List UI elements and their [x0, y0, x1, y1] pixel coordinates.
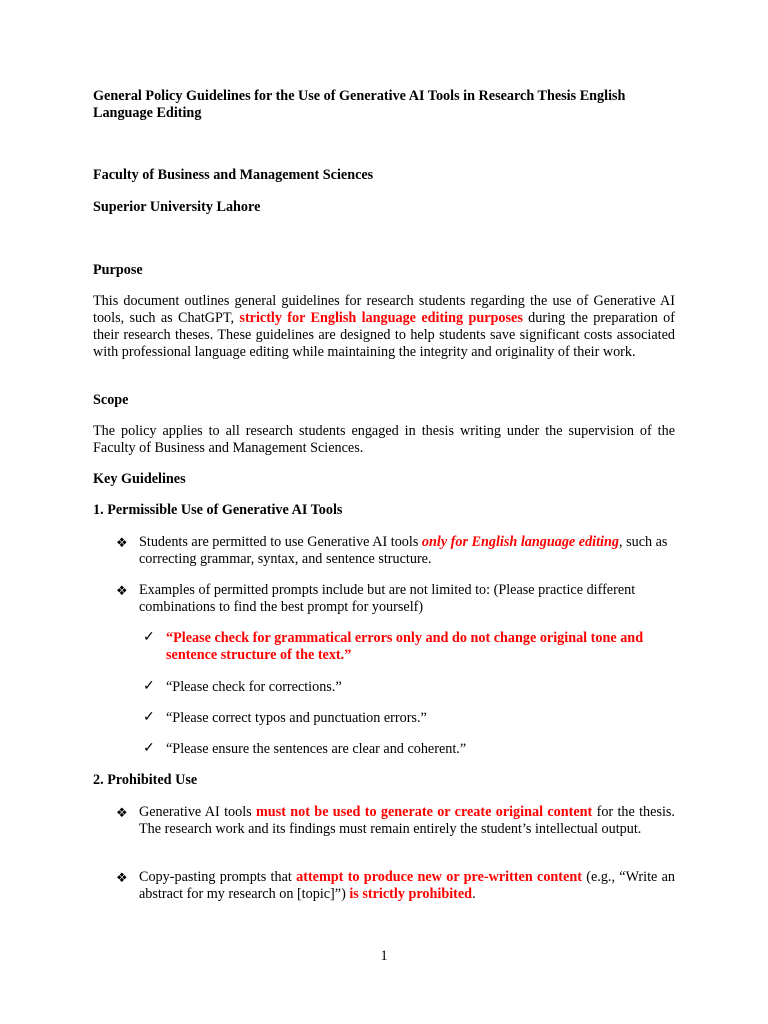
- section1-heading: 1. Permissible Use of Generative AI Tools: [93, 502, 343, 518]
- prompt-example-3: “Please correct typos and punctuation errors.”: [166, 710, 427, 726]
- faculty-name: Faculty of Business and Management Sciences: [93, 167, 374, 183]
- diamond-bullet-icon: ❖: [116, 535, 128, 550]
- s2b2-text-end: .: [472, 886, 476, 902]
- key-guidelines-heading: Key Guidelines: [93, 471, 186, 487]
- s1b1-text-end: , such as correcting grammar, syntax, and sentence structure.: [139, 534, 668, 567]
- s2b2-text-mid: (e.g., “Write an abstract for my research on [topic]”): [139, 869, 676, 902]
- checkmark-icon: ✓: [143, 741, 155, 756]
- diamond-bullet-icon: ❖: [116, 870, 128, 885]
- scope-heading: Scope: [93, 392, 129, 408]
- section2-heading: 2. Prohibited Use: [93, 772, 198, 788]
- s2b2-emphasis-2: is strictly prohibited: [349, 886, 473, 902]
- s2b2-text-start: Copy-pasting prompts that: [139, 869, 297, 885]
- s1b1-emphasis: only for English language editing: [421, 534, 619, 550]
- s2b1-text-start: Generative AI tools: [139, 804, 256, 820]
- prompt-example-4: “Please ensure the sentences are clear and coherent.”: [166, 741, 467, 757]
- section1-bullet2: Examples of permitted prompts include but are not limited to: (Please practice different combinations to find the best prompt for yourself): [139, 582, 636, 615]
- page-number: 1: [380, 948, 388, 964]
- section1-bullet1: [139, 534, 675, 568]
- diamond-bullet-icon: ❖: [116, 583, 128, 598]
- scope-paragraph: The policy applies to all research students engaged in thesis writing under the supervision of the Faculty of Business and Management Sciences.: [93, 423, 675, 456]
- s1b1-text-start: Students are permitted to use Generative AI tools: [139, 534, 422, 550]
- purpose-text-end: during the preparation of their research theses. These guidelines are designed to help students save significant costs associated with professional language editing while maintaining the integrity and originality of their work.: [93, 310, 675, 360]
- checkmark-icon: ✓: [143, 710, 155, 725]
- s2b1-text-end: for the thesis. The research work and its findings must remain entirely the student’s intellectual output.: [139, 804, 675, 837]
- checkmark-icon: ✓: [143, 630, 155, 645]
- checkmark-icon: ✓: [143, 679, 155, 694]
- prompt-example-1: “Please check for grammatical errors only and do not change original tone and sentence structure of the text.”: [166, 630, 644, 663]
- prompt-example-2: “Please check for corrections.”: [166, 679, 342, 695]
- purpose-heading: Purpose: [93, 262, 143, 278]
- purpose-paragraph: [93, 293, 675, 361]
- document-title: General Policy Guidelines for the Use of Generative AI Tools in Research Thesis English Language Editing: [93, 88, 626, 121]
- diamond-bullet-icon: ❖: [116, 805, 128, 820]
- purpose-emphasis: strictly for English language editing purposes: [239, 310, 523, 326]
- s2b2-emphasis-1: attempt to produce new or pre-written content: [296, 869, 582, 885]
- section2-bullet2: [139, 869, 675, 903]
- s2b1-emphasis: must not be used to generate or create original content: [255, 804, 593, 820]
- university-name: Superior University Lahore: [93, 199, 261, 215]
- purpose-text-start: This document outlines general guidelines for research students regarding the use of Generative AI tools, such as ChatGPT,: [93, 293, 675, 326]
- section2-bullet1: [139, 804, 675, 838]
